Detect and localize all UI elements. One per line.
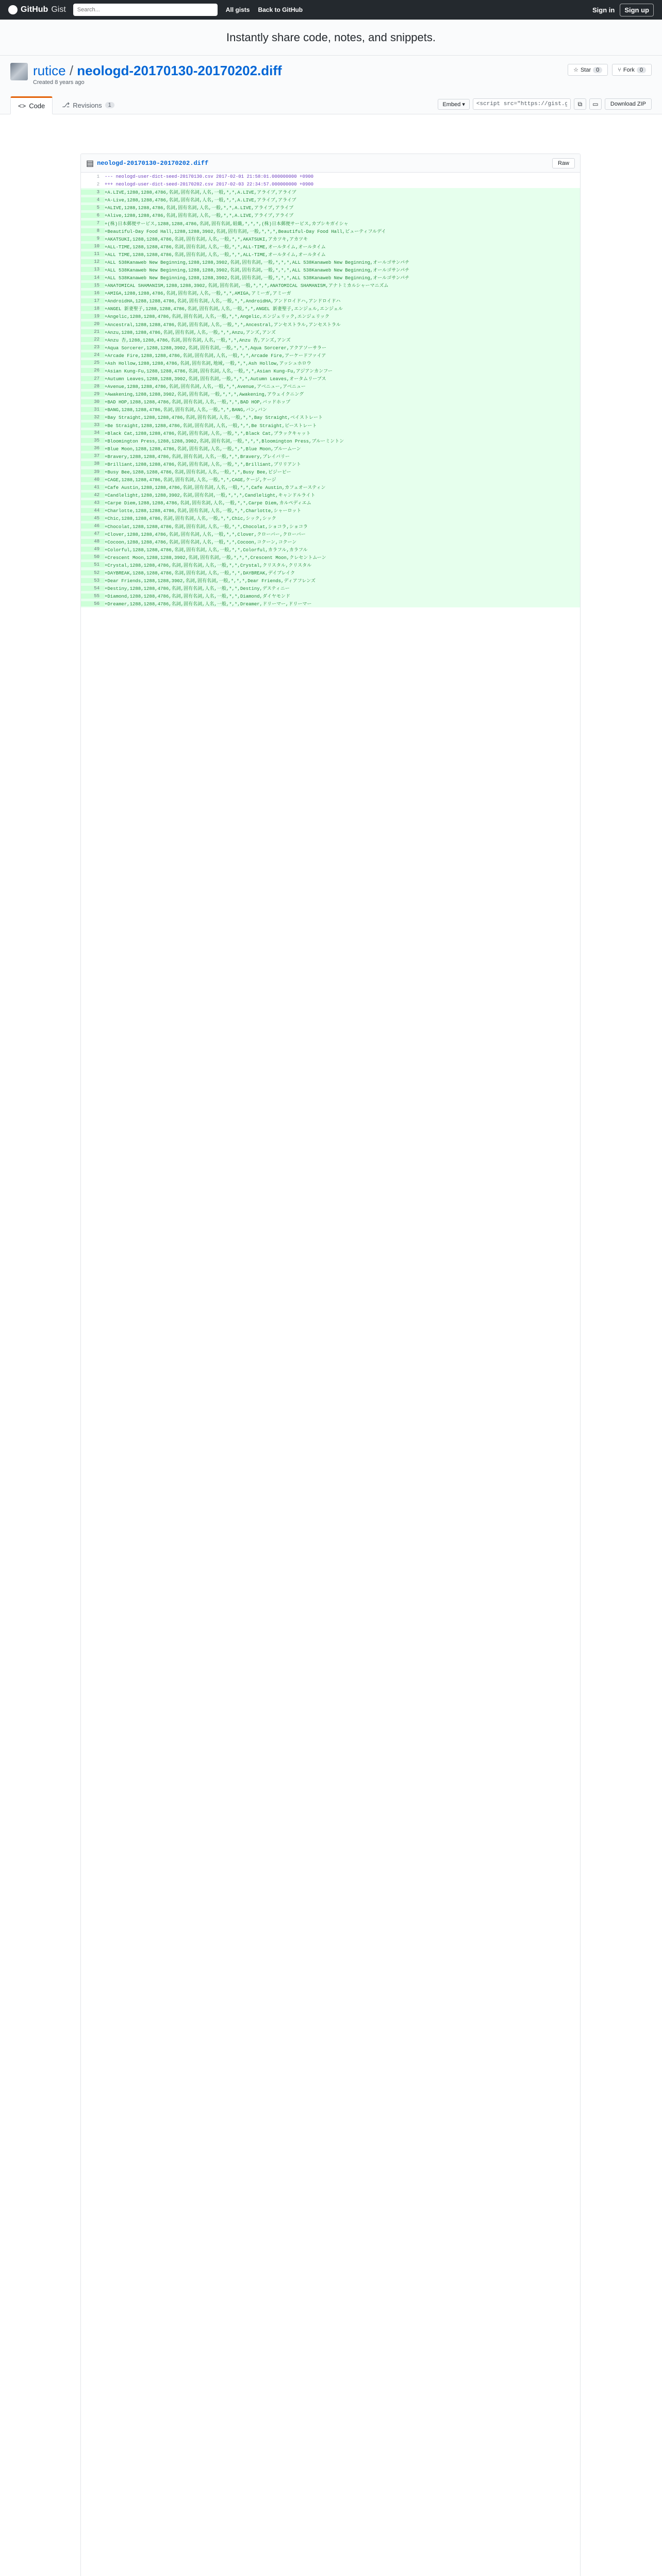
diff-code bbox=[81, 173, 580, 2576]
github-gist-logo[interactable] bbox=[8, 5, 66, 14]
diff-line bbox=[81, 274, 580, 281]
diff-line bbox=[81, 584, 580, 592]
line-text: +Busy Bee,1288,1288,4786,名詞,固有名詞,人名,一般,*,*,Busy Bee,ビジービー bbox=[105, 470, 291, 475]
line-number[interactable]: 49 bbox=[81, 547, 105, 552]
line-text: --- neologd-user-dict-seed-20170130.csv 2017-02-01 21:58:01.000000000 +0900 bbox=[105, 174, 314, 179]
line-text: +ALL 538Kanaweb New Beginning,1288,1288,3902,名詞,固有名詞,一般,*,*,*,ALL 538Kanaweb New Beginning,オールゴサンパチ bbox=[105, 276, 410, 281]
line-number[interactable]: 56 bbox=[81, 601, 105, 606]
line-text: +Crescent Moon,1288,1288,3902,名詞,固有名詞,一般,*,*,*,Crescent Moon,クレセントムーン bbox=[105, 555, 326, 561]
diff-line bbox=[81, 351, 580, 359]
raw-button[interactable]: Raw bbox=[552, 158, 575, 168]
diff-line bbox=[81, 173, 580, 180]
revisions-count: 1 bbox=[105, 102, 114, 108]
line-text: +Ancestral,1288,1288,4786,名詞,固有名詞,人名,一般,*,*,Ancestral,アンセストラル,アンセストラル bbox=[105, 322, 341, 328]
line-number[interactable]: 20 bbox=[81, 321, 105, 327]
line-text: +ALL TIME,1288,1288,4786,名詞,固有名詞,人名,一般,*,*,ALL-TIME,オールタイム,オールタイム bbox=[105, 252, 326, 258]
diff-line bbox=[81, 243, 580, 250]
line-text: +Candlelight,1288,1288,3902,名詞,固有名詞,一般,*,*,*,Candlelight,キャンドルライト bbox=[105, 493, 316, 499]
line-text: +(株)日本郵便サービス,1288,1288,4786,名詞,固有名詞,組織,*,*,*,(株)日本郵便サービス,カブシキガイシャ bbox=[105, 221, 349, 227]
diff-line bbox=[81, 577, 580, 584]
line-text: +Charlotte,1288,1288,4786,名詞,固有名詞,人名,一般,*,*,Charlotte,シャーロット bbox=[105, 509, 302, 514]
file-header bbox=[81, 154, 580, 173]
line-text: +Aqua Sorcerer,1288,1288,3902,名詞,固有名詞,一般,*,*,*,Aqua Sorcerer,アクアソーサラー bbox=[105, 345, 326, 351]
file-code-icon: ▤ bbox=[86, 159, 94, 168]
line-number[interactable]: 54 bbox=[81, 586, 105, 591]
line-number[interactable]: 11 bbox=[81, 251, 105, 257]
line-text: +Crystal,1288,1288,4786,名詞,固有名詞,人名,一般,*,*,Crystal,クリスタル,クリスタル bbox=[105, 563, 312, 568]
line-number[interactable]: 18 bbox=[81, 306, 105, 311]
line-number[interactable]: 34 bbox=[81, 430, 105, 435]
line-number[interactable]: 38 bbox=[81, 461, 105, 466]
star-label: Star bbox=[580, 66, 591, 73]
line-number[interactable]: 14 bbox=[81, 275, 105, 280]
tagline-text: Instantly share code, notes, and snippets. bbox=[226, 30, 436, 44]
diff-line bbox=[81, 328, 580, 336]
line-number[interactable]: 45 bbox=[81, 516, 105, 521]
embed-url-input[interactable] bbox=[473, 98, 571, 110]
line-text: +BAD HOP,1288,1288,4786,名詞,固有名詞,人名,一般,*,*,BAD HOP,バッドホップ bbox=[105, 400, 291, 405]
line-number[interactable]: 31 bbox=[81, 407, 105, 412]
line-number[interactable]: 3 bbox=[81, 190, 105, 195]
line-text: +Clover,1288,1288,4786,名詞,固有名詞,人名,一般,*,*,Clover,クローバー,クローバー bbox=[105, 532, 306, 537]
line-text: +Diamond,1288,1288,4786,名詞,固有名詞,人名,一般,*,*,Diamond,ダイヤモンド bbox=[105, 594, 290, 600]
diff-line bbox=[81, 429, 580, 437]
diff-line bbox=[81, 460, 580, 468]
diff-line bbox=[81, 538, 580, 546]
octocat-icon bbox=[8, 5, 18, 14]
diff-line bbox=[81, 359, 580, 367]
diff-line bbox=[81, 506, 580, 514]
line-number[interactable]: 51 bbox=[81, 562, 105, 567]
diff-line bbox=[81, 600, 580, 607]
line-number[interactable]: 47 bbox=[81, 531, 105, 536]
gist-filename-link[interactable]: neologd-20170130-20170202.diff bbox=[77, 63, 282, 78]
line-text: +Beautiful-Day Food Hall,1288,1288,3902,名詞,固有名詞,一般,*,*,*,Beautiful-Day Food Hall,ビューティフルデイ bbox=[105, 229, 386, 234]
diff-line bbox=[81, 211, 580, 219]
line-number[interactable]: 23 bbox=[81, 345, 105, 350]
author-link[interactable]: rutice bbox=[33, 63, 66, 78]
diff-line bbox=[81, 196, 580, 204]
diff-line bbox=[81, 235, 580, 243]
line-number[interactable]: 7 bbox=[81, 221, 105, 226]
fork-button[interactable] bbox=[612, 64, 652, 76]
title-separator: / bbox=[69, 63, 74, 78]
line-text: +ALIVE,1288,1288,4786,名詞,固有名詞,人名,一般,*,*,A.LIVE,アライブ,アライブ bbox=[105, 206, 294, 211]
line-text: +ALL-TIME,1288,1288,4786,名詞,固有名詞,人名,一般,*,*,ALL-TIME,オールタイム,オールタイム bbox=[105, 244, 326, 250]
line-number[interactable]: 33 bbox=[81, 422, 105, 428]
line-text: +AndroidHA,1288,1288,4786,名詞,固有名詞,人名,一般,*,*,AndroidHA,アンドロイドハ,アンドロイドハ bbox=[105, 299, 341, 304]
line-text: +Arcade Fire,1288,1288,4786,名詞,固有名詞,人名,一般,*,*,Arcade Fire,アーケードファイア bbox=[105, 353, 326, 359]
line-number[interactable]: 36 bbox=[81, 446, 105, 451]
line-number[interactable]: 52 bbox=[81, 570, 105, 575]
diff-line bbox=[81, 281, 580, 289]
line-text: +Bravery,1288,1288,4786,名詞,固有名詞,人名,一般,*,*,Bravery,ブレイバリー bbox=[105, 454, 290, 460]
diff-line bbox=[81, 546, 580, 553]
line-number[interactable]: 6 bbox=[81, 213, 105, 218]
nav-back-to-github[interactable]: Back to GitHub bbox=[258, 6, 303, 13]
line-text: +BANG,1288,1288,4786,名詞,固有名詞,人名,一般,*,*,BANG,バン,バン bbox=[105, 408, 268, 413]
line-number[interactable]: 30 bbox=[81, 399, 105, 404]
line-text: +Chic,1288,1288,4786,名詞,固有名詞,人名,一般,*,*,Chic,シック,シック bbox=[105, 516, 276, 522]
diff-line bbox=[81, 452, 580, 460]
code-icon: <> bbox=[18, 102, 26, 110]
tab-code-label: Code bbox=[29, 102, 45, 110]
line-text: +Anzu 杏,1288,1288,4786,名詞,固有名詞,人名,一般,*,*,Anzu 杏,アンズ,アンズ bbox=[105, 337, 291, 343]
line-number[interactable]: 5 bbox=[81, 205, 105, 210]
line-text: +Dreamer,1288,1288,4786,名詞,固有名詞,人名,一般,*,*,Dreamer,ドリーマー,ドリーマー bbox=[105, 602, 312, 607]
line-text: +CAGE,1288,1288,4786,名詞,固有名詞,人名,一般,*,*,CAGE,ケージ,ケージ bbox=[105, 478, 276, 483]
line-number[interactable]: 44 bbox=[81, 508, 105, 513]
nav-all-gists[interactable]: All gists bbox=[225, 6, 250, 13]
line-text: +DAYBREAK,1288,1288,4786,名詞,固有名詞,人名,一般,*,*,DAYBREAK,デイブレイク bbox=[105, 571, 295, 577]
line-number[interactable]: 37 bbox=[81, 453, 105, 459]
line-text: +Anzu,1288,1288,4786,名詞,固有名詞,人名,一般,*,*,Anzu,アンズ,アンズ bbox=[105, 330, 276, 335]
diff-line bbox=[81, 398, 580, 405]
line-number[interactable]: 1 bbox=[96, 174, 100, 179]
star-icon: ☆ bbox=[573, 67, 578, 73]
line-text: +Colorful,1288,1288,4786,名詞,固有名詞,人名,一般,*,*,Colorful,カラフル,カラフル bbox=[105, 547, 308, 553]
line-number[interactable]: 39 bbox=[81, 469, 105, 474]
line-text: +Dear Friends,1288,1288,3902,名詞,固有名詞,一般,*,*,*,Dear Friends,ディアフレンズ bbox=[105, 579, 316, 584]
diff-line bbox=[81, 312, 580, 320]
line-number[interactable]: 15 bbox=[81, 283, 105, 288]
diff-line bbox=[81, 561, 580, 569]
desktop-icon: ▭ bbox=[592, 100, 599, 108]
diff-line bbox=[81, 336, 580, 344]
line-text: +ANATOMICAL SHAMANISM,1288,1288,3902,名詞,固有名詞,一般,*,*,*,ANATOMICAL SHAMANISM,アナトミカルシャーマニズム bbox=[105, 283, 389, 289]
line-text: +A.LIVE,1288,1288,4786,名詞,固有名詞,人名,一般,*,*,A.LIVE,アライブ,アライブ bbox=[105, 190, 296, 196]
line-number[interactable]: 42 bbox=[81, 493, 105, 498]
diff-line bbox=[81, 569, 580, 577]
line-text: +Asian Kung-Fu,1288,1288,4786,名詞,固有名詞,人名,一般,*,*,Asian Kung-Fu,アジアンカンフー bbox=[105, 368, 333, 374]
line-text: +Bay Straight,1288,1288,4786,名詞,固有名詞,人名,一般,*,*,Bay Straight,ベイストレート bbox=[105, 415, 323, 421]
diff-line bbox=[81, 188, 580, 196]
line-number[interactable]: 4 bbox=[81, 197, 105, 202]
sign-in-link[interactable]: Sign in bbox=[592, 6, 615, 14]
diff-line bbox=[81, 514, 580, 522]
copy-button[interactable] bbox=[574, 98, 586, 110]
line-number[interactable]: 19 bbox=[81, 314, 105, 319]
line-number[interactable]: 28 bbox=[81, 384, 105, 389]
diff-line bbox=[81, 266, 580, 274]
line-text: +Blue Moon,1288,1288,4786,名詞,固有名詞,人名,一般,*,*,Blue Moon,ブルームーン bbox=[105, 446, 301, 452]
line-text: +Avenue,1288,1288,4786,名詞,固有名詞,人名,一般,*,*,Avenue,アベニュー,アベニュー bbox=[105, 384, 306, 390]
created-timestamp: Created 8 years ago bbox=[33, 79, 85, 86]
fork-label: Fork bbox=[623, 66, 635, 73]
diff-line bbox=[81, 437, 580, 445]
line-number[interactable]: 35 bbox=[81, 438, 105, 443]
line-text: +ANGEL 新妻聖子,1288,1288,4786,名詞,固有名詞,人名,一般,*,*,ANGEL 新妻聖子,エンジェル,エンジェル bbox=[105, 307, 343, 312]
line-text: +++ neologd-user-dict-seed-20170202.csv 2017-02-03 22:34:57.000000000 +0900 bbox=[105, 181, 314, 187]
download-zip-button[interactable]: Download ZIP bbox=[605, 98, 652, 110]
diff-line bbox=[81, 297, 580, 304]
diff-line bbox=[81, 204, 580, 211]
diff-line bbox=[81, 390, 580, 398]
line-text: +Carpe Diem,1288,1288,4786,名詞,固有名詞,人名,一般,*,*,Carpe Diem,カルペディエム bbox=[105, 501, 311, 506]
line-number[interactable]: 8 bbox=[81, 228, 105, 233]
line-number[interactable]: 50 bbox=[81, 554, 105, 560]
diff-line bbox=[81, 413, 580, 421]
diff-line bbox=[81, 483, 580, 491]
line-number[interactable]: 40 bbox=[81, 477, 105, 482]
line-text: +Destiny,1288,1288,4786,名詞,固有名詞,人名,一般,*,*,Destiny,デスティニー bbox=[105, 586, 290, 592]
tab-revisions-label: Revisions bbox=[73, 101, 102, 109]
line-text: +AKATSUKI,1288,1288,4786,名詞,固有名詞,人名,一般,*,*,AKATSUKI,アカツキ,アカツキ bbox=[105, 236, 308, 242]
line-number[interactable]: 48 bbox=[81, 539, 105, 544]
logo-suffix: Gist bbox=[51, 5, 66, 14]
avatar[interactable] bbox=[10, 63, 28, 80]
line-number[interactable]: 26 bbox=[81, 368, 105, 373]
line-text: +Ash Hollow,1288,1288,4786,名詞,固有名詞,地域,一般,*,*,Ash Hollow,アッシュホロウ bbox=[105, 361, 311, 366]
line-text: +Brilliant,1288,1288,4786,名詞,固有名詞,人名,一般,*,*,Brilliant,ブリリアント bbox=[105, 462, 301, 467]
line-number[interactable]: 13 bbox=[81, 267, 105, 272]
line-text: +Angelic,1288,1288,4786,名詞,固有名詞,人名,一般,*,*,Angelic,エンジェリック,エンジェリック bbox=[105, 314, 329, 320]
clipboard-icon: ⧉ bbox=[577, 100, 583, 108]
diff-line bbox=[81, 445, 580, 452]
line-number[interactable]: 27 bbox=[81, 376, 105, 381]
diff-line bbox=[81, 491, 580, 499]
line-number[interactable]: 29 bbox=[81, 392, 105, 397]
gist-header bbox=[0, 56, 662, 114]
line-number[interactable]: 41 bbox=[81, 485, 105, 490]
diff-line bbox=[81, 553, 580, 561]
star-button[interactable] bbox=[568, 64, 608, 76]
logo-text: GitHub bbox=[21, 5, 48, 14]
diff-line bbox=[81, 405, 580, 413]
line-number[interactable]: 32 bbox=[81, 415, 105, 420]
site-header bbox=[0, 0, 662, 20]
diff-line bbox=[81, 320, 580, 328]
diff-line bbox=[81, 375, 580, 382]
diff-line bbox=[81, 367, 580, 375]
line-number[interactable]: 25 bbox=[81, 360, 105, 365]
line-text: +ALL 538Kanaweb New Beginning,1288,1288,3902,名詞,固有名詞,一般,*,*,*,ALL 538Kanaweb New Beginning,オールゴサンパチ bbox=[105, 267, 410, 273]
line-text: +Cafe Austin,1288,1288,4786,名詞,固有名詞,人名,一般,*,*,Cafe Austin,カフェオースティン bbox=[105, 485, 326, 491]
line-number[interactable]: 24 bbox=[81, 352, 105, 358]
chevron-down-icon: ▾ bbox=[462, 101, 465, 108]
line-text: +Be Straight,1288,1288,4786,名詞,固有名詞,人名,一般,*,*,Be Straight,ビーストレート bbox=[105, 423, 317, 429]
revisions-icon: ⎇ bbox=[62, 101, 70, 109]
diff-line bbox=[81, 468, 580, 476]
line-text: +Autumn Leaves,1288,1288,3902,名詞,固有名詞,一般,*,*,*,Autumn Leaves,オータムリーブス bbox=[105, 377, 326, 382]
file-name-link[interactable]: neologd-20170130-20170202.diff bbox=[97, 159, 209, 167]
line-number[interactable]: 2 bbox=[96, 181, 100, 187]
line-number[interactable]: 17 bbox=[81, 298, 105, 303]
diff-line bbox=[81, 592, 580, 600]
line-number[interactable]: 55 bbox=[81, 594, 105, 599]
diff-line bbox=[81, 219, 580, 227]
diff-line bbox=[81, 344, 580, 351]
desktop-button[interactable] bbox=[589, 98, 602, 110]
line-text: +Chocolat,1288,1288,4786,名詞,固有名詞,人名,一般,*,*,Chocolat,ショコラ,ショコラ bbox=[105, 524, 308, 530]
diff-line bbox=[81, 530, 580, 538]
line-text: +Black Cat,1288,1288,4786,名詞,固有名詞,人名,一般,*,*,Black Cat,ブラックキャット bbox=[105, 431, 311, 436]
line-number[interactable]: 12 bbox=[81, 259, 105, 264]
diff-line bbox=[81, 382, 580, 390]
diff-line bbox=[81, 421, 580, 429]
line-number[interactable]: 16 bbox=[81, 291, 105, 296]
diff-line bbox=[81, 180, 580, 188]
line-number[interactable]: 53 bbox=[81, 578, 105, 583]
tagline-banner bbox=[0, 20, 662, 56]
sign-up-button[interactable]: Sign up bbox=[620, 4, 654, 16]
tab-code[interactable] bbox=[10, 96, 53, 114]
line-number[interactable]: 46 bbox=[81, 523, 105, 529]
line-text: +Cocoon,1288,1288,4786,名詞,固有名詞,人名,一般,*,*,Cocoon,コクーン,コクーン bbox=[105, 539, 297, 545]
line-number[interactable]: 10 bbox=[81, 244, 105, 249]
line-text: +ALL 538Kanaweb New Beginning,1288,1288,3902,名詞,固有名詞,一般,*,*,*,ALL 538Kanaweb New Beginning,オールゴサンパチ bbox=[105, 260, 410, 265]
line-number[interactable]: 9 bbox=[81, 236, 105, 241]
line-number[interactable]: 43 bbox=[81, 500, 105, 505]
line-text: +Awakening,1288,1288,3902,名詞,固有名詞,一般,*,*,*,Awakening,アウェイクニング bbox=[105, 392, 304, 398]
line-text: +Alive,1288,1288,4786,名詞,固有名詞,人名,一般,*,*,A.LIVE,アライブ,アライブ bbox=[105, 213, 294, 219]
line-number[interactable]: 22 bbox=[81, 337, 105, 342]
fork-icon: ⑂ bbox=[618, 66, 621, 73]
gist-title bbox=[33, 63, 282, 78]
fork-count: 0 bbox=[637, 67, 646, 73]
embed-label: Embed bbox=[442, 101, 461, 108]
line-number[interactable]: 21 bbox=[81, 329, 105, 334]
line-text: +A-Live,1288,1288,4786,名詞,固有名詞,人名,一般,*,*,A.LIVE,アライブ,アライブ bbox=[105, 198, 296, 204]
diff-line bbox=[81, 289, 580, 297]
embed-select[interactable] bbox=[438, 99, 469, 110]
diff-line bbox=[81, 258, 580, 266]
line-text: +AMIGA,1288,1288,4786,名詞,固有名詞,人名,一般,*,*,AMIGA,アミーガ,アミーガ bbox=[105, 291, 291, 297]
diff-line bbox=[81, 250, 580, 258]
diff-line bbox=[81, 227, 580, 235]
diff-line bbox=[81, 522, 580, 530]
diff-line bbox=[81, 476, 580, 483]
line-text: +Bloomington Press,1288,1288,3902,名詞,固有名詞,一般,*,*,*,Bloomington Press,ブルーミントン bbox=[105, 438, 344, 444]
file-box bbox=[80, 154, 581, 2576]
tab-revisions[interactable] bbox=[55, 96, 121, 114]
diff-line bbox=[81, 304, 580, 312]
search-input[interactable] bbox=[73, 4, 218, 16]
star-count: 0 bbox=[593, 67, 602, 73]
diff-line bbox=[81, 499, 580, 506]
